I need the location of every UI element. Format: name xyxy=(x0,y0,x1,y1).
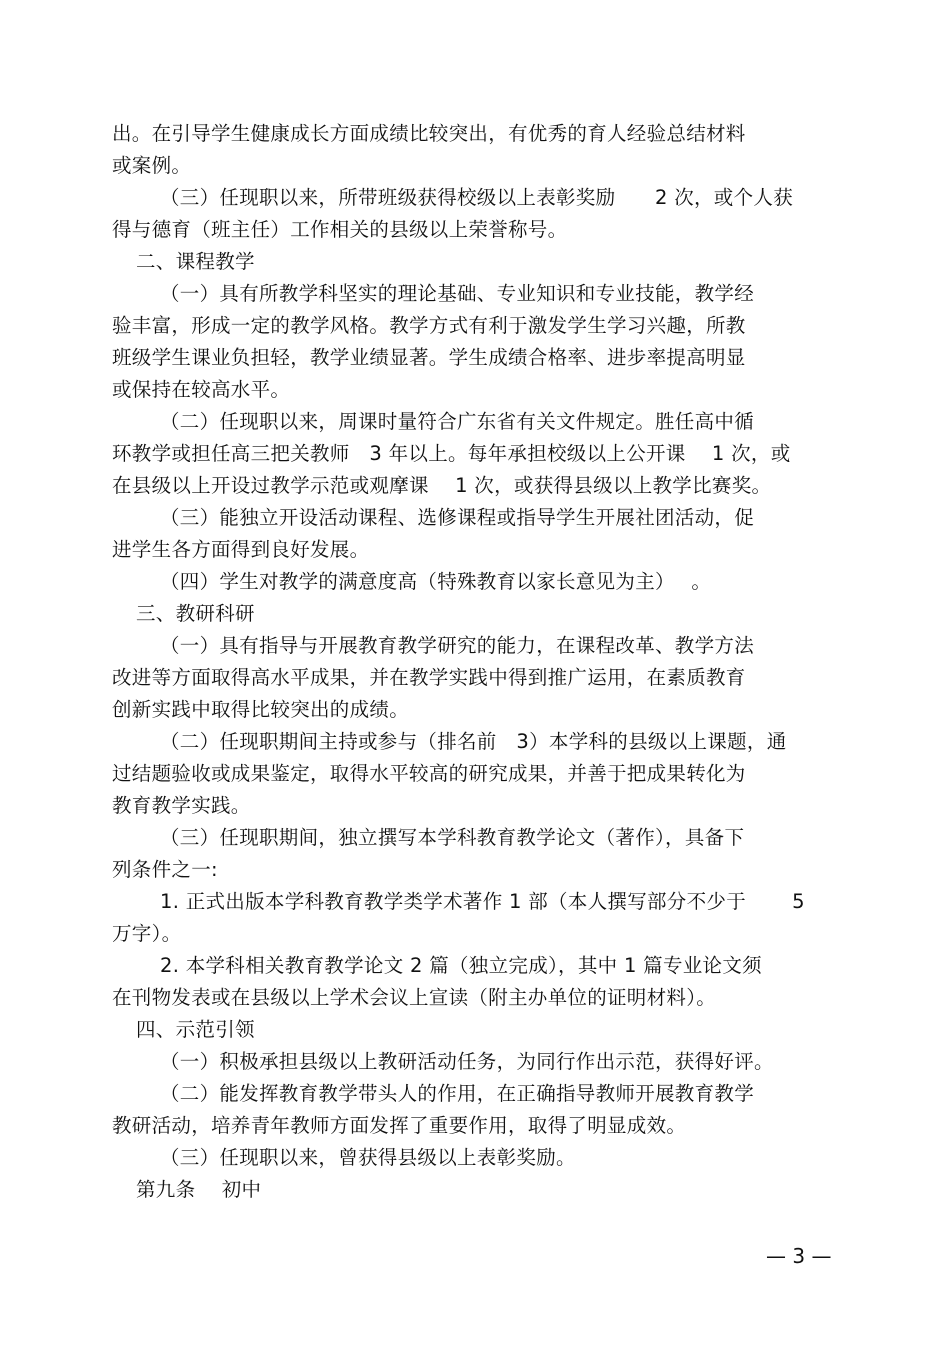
text-line: 过结题验收或成果鉴定，取得水平较高的研究成果，并善于把成果转化为 xyxy=(112,762,746,785)
text-line: （三）任现职以来，所带班级获得校级以上表彰奖励 2 次，或个人获 xyxy=(160,186,794,209)
text-line: 2. 本学科相关教育教学论文 2 篇（独立完成），其中 1 篇专业论文须 xyxy=(160,954,762,977)
text-line: 在刊物发表或在县级以上学术会议上宣读（附主办单位的证明材料）。 xyxy=(112,986,717,1009)
text-line: （一）具有指导与开展教育教学研究的能力，在课程改革、教学方法 xyxy=(160,634,755,657)
text-line: 班级学生课业负担轻，教学业绩显著。学生成绩合格率、进步率提高明显 xyxy=(112,346,746,369)
text-line: 进学生各方面得到良好发展。 xyxy=(112,538,370,561)
text-line: （二）任现职以来，周课时量符合广东省有关文件规定。胜任高中循 xyxy=(160,410,755,433)
text-line: 或保持在较高水平。 xyxy=(112,378,291,401)
text-line: 验丰富，形成一定的教学风格。教学方式有利于激发学生学习兴趣，所教 xyxy=(112,314,746,337)
text-line: 出。在引导学生健康成长方面成绩比较突出，有优秀的育人经验总结材料 xyxy=(112,122,746,145)
text-line: （三）能独立开设活动课程、选修课程或指导学生开展社团活动，促 xyxy=(160,506,755,529)
text-line: （一）具有所教学科坚实的理论基础、专业知识和专业技能，教学经 xyxy=(160,282,755,305)
text-line: 在县级以上开设过教学示范或观摩课 1 次，或获得县级以上教学比赛奖。 xyxy=(112,474,772,497)
text-line: （三）任现职以来，曾获得县级以上表彰奖励。 xyxy=(160,1146,576,1169)
text-line: 教研活动，培养青年教师方面发挥了重要作用，取得了明显成效。 xyxy=(112,1114,687,1137)
text-line: （四）学生对教学的满意度高（特殊教育以家长意见为主） 。 xyxy=(160,570,712,593)
text-line: 创新实践中取得比较突出的成绩。 xyxy=(112,698,410,721)
section-heading: 二、课程教学 xyxy=(136,250,255,273)
text-line: 1. 正式出版本学科教育教学类学术著作 1 部（本人撰写部分不少于 5 xyxy=(160,890,805,913)
text-line: 改进等方面取得高水平成果，并在教学实践中得到推广运用，在素质教育 xyxy=(112,666,746,689)
article-heading: 第九条 初中 xyxy=(136,1178,262,1201)
text-line: （三）任现职期间，独立撰写本学科教育教学论文（著作），具备下 xyxy=(160,826,745,849)
page-number: — 3 — xyxy=(766,1244,832,1268)
section-heading: 四、示范引领 xyxy=(136,1018,255,1041)
section-heading: 三、教研科研 xyxy=(136,602,255,625)
text-line: 教育教学实践。 xyxy=(112,794,251,817)
text-line: 环教学或担任高三把关教师 3 年以上。每年承担校级以上公开课 1 次，或 xyxy=(112,442,791,465)
text-line: 或案例。 xyxy=(112,154,192,177)
text-line: 万字）。 xyxy=(112,922,182,945)
text-line: （一）积极承担县级以上教研活动任务，为同行作出示范，获得好评。 xyxy=(160,1050,774,1073)
text-line: （二）能发挥教育教学带头人的作用，在正确指导教师开展教育教学 xyxy=(160,1082,755,1105)
text-line: 列条件之一: xyxy=(112,858,218,881)
text-line: （二）任现职期间主持或参与（排名前 3）本学科的县级以上课题，通 xyxy=(160,730,787,753)
text-line: 得与德育（班主任）工作相关的县级以上荣誉称号。 xyxy=(112,218,568,241)
